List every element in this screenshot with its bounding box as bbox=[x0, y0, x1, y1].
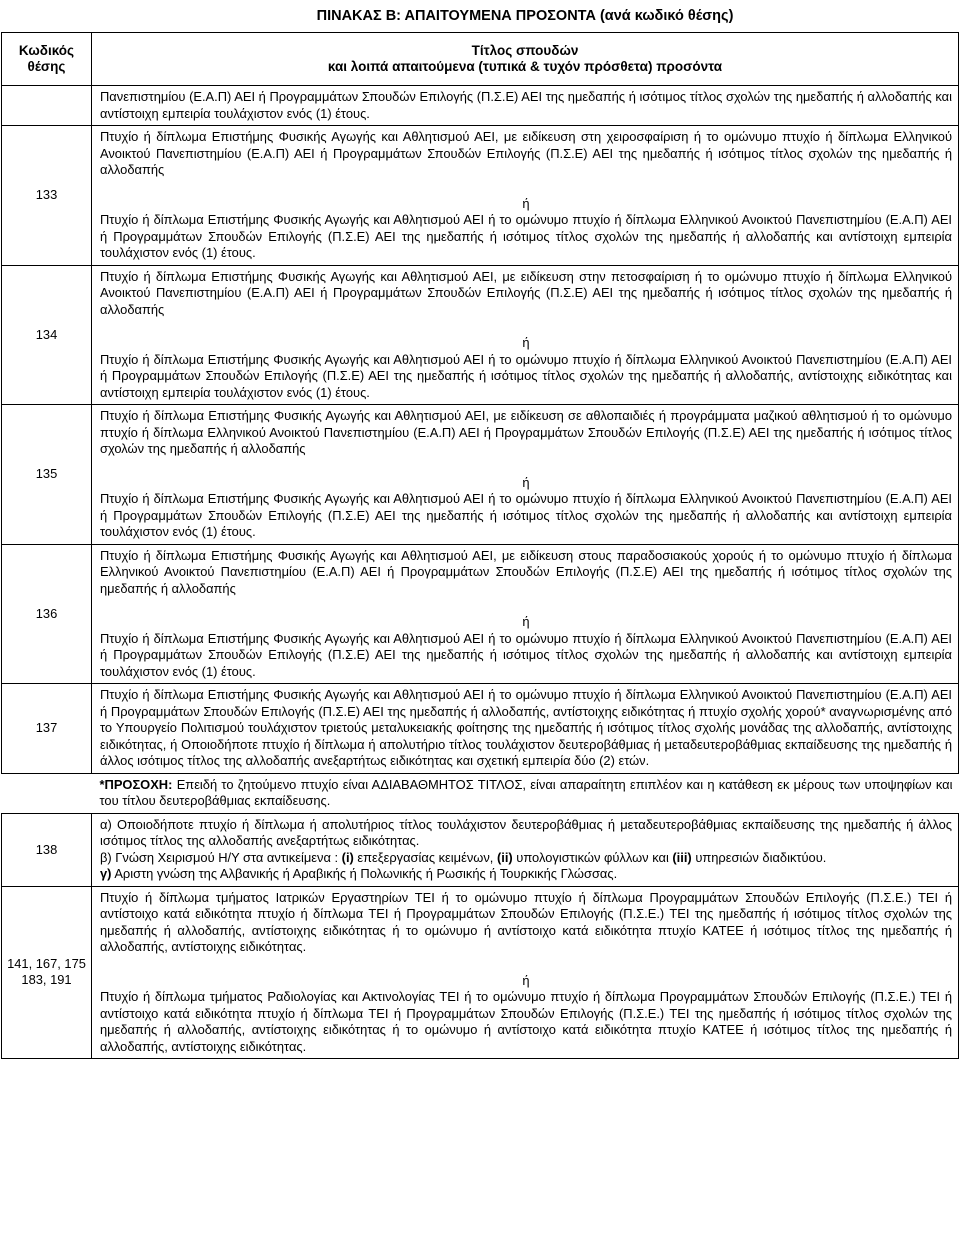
table-row bbox=[2, 405, 959, 545]
note-text: *ΠΡΟΣΟΧΗ: Επειδή το ζητούμενο πτυχίο είναι ΑΔΙΑΒΑΘΜΗΤΟΣ ΤΙΤΛΟΣ, είναι απαραίτητη επιπλέον και η κατάθεση εκ μέρους των υποψηφίων και του τίτλου δευτεροβάθμιας εκπαίδευσης. bbox=[99, 776, 953, 808]
or-separator: ή bbox=[522, 614, 530, 629]
or-separator: ή bbox=[522, 972, 530, 988]
table-title: ΠΙΝΑΚΑΣ Β: ΑΠΑΙΤΟΥΜΕΝΑ ΠΡΟΣΟΝΤΑ (ανά κωδικό θέσης) bbox=[316, 7, 734, 24]
row-code: 135 bbox=[2, 405, 92, 545]
header-code: Κωδικός θέσης bbox=[2, 33, 92, 86]
row-text: Πτυχίο ή δίπλωμα Επιστήμης Φυσικής Αγωγής και Αθλητισμού ΑΕΙ, με ειδίκευση στους παραδοσιακούς χορούς ή το ομώνυμο πτυχίο ή δίπλωμα Ελληνικού Ανοικτού Πανεπιστημίου (Ε.Α.Π) ΑΕΙ ή Προγραμμάτων Σπουδών Επιλογής (Π.Σ.Ε) ΑΕΙ της ημεδαπής ή ισότιμος τίτλος σχολών της ημεδαπής ή αλλοδαπής ή Πτυχίο ή δίπλωμα Επιστήμης Φυσικής Αγωγής και Αθλητισμού ΑΕΙ ή το ομώνυμο πτυχίο ή δίπλωμα Ελληνικού Ανοικτού Πανεπιστημίου (Ε.Α.Π) ΑΕΙ ή Προγραμμάτων Σπουδών Επιλογής (Π.Σ.Ε) ΑΕΙ της ημεδαπής ή ισότιμος τίτλος σχολών της ημεδαπής ή αλλοδαπής και αντίστοιχη εμπειρία τουλάχιστον ενός (1) έτους. bbox=[92, 544, 959, 684]
note-spacer bbox=[2, 773, 92, 813]
note-row bbox=[2, 773, 959, 813]
table-row bbox=[2, 813, 959, 886]
or-separator: ή bbox=[522, 195, 530, 211]
row-code: 137 bbox=[2, 684, 92, 774]
row-text: Πτυχίο ή δίπλωμα Επιστήμης Φυσικής Αγωγής και Αθλητισμού ΑΕΙ, με ειδίκευση σε αθλοπαιδιές ή προγράμματα μαζικού αθλητισμού ή το ομώνυμο πτυχίο ή δίπλωμα Ελληνικού Ανοικτού Πανεπιστημίου (Ε.Α.Π) ΑΕΙ ή Προγραμμάτων Σπουδών Επιλογής (Π.Σ.Ε) ΑΕΙ της ημεδαπής ή ισότιμος τίτλος σχολών της ημεδαπής ή αλλοδαπής ή Πτυχίο ή δίπλωμα Επιστήμης Φυσικής Αγωγής και Αθλητισμού ΑΕΙ ή το ομώνυμο πτυχίο ή δίπλωμα Ελληνικού Ανοικτού Πανεπιστημίου (Ε.Α.Π) ΑΕΙ ή Προγραμμάτων Σπουδών Επιλογής (Π.Σ.Ε) ΑΕΙ της ημεδαπής ή ισότιμος τίτλος σχολών της ημεδαπής ή αλλοδαπής και αντίστοιχη εμπειρία τουλάχιστον ενός (1) έτους. bbox=[92, 405, 959, 545]
row-code-empty bbox=[2, 86, 92, 126]
row-code: 133 bbox=[2, 126, 92, 266]
header-title: Τίτλος σπουδών και λοιπά απαιτούμενα (τυπικά & τυχόν πρόσθετα) προσόντα bbox=[92, 33, 959, 86]
title-spacer bbox=[2, 0, 92, 33]
table-row bbox=[2, 684, 959, 774]
row-code: 136 bbox=[2, 544, 92, 684]
or-separator: ή bbox=[522, 474, 530, 490]
table-row bbox=[2, 126, 959, 266]
table-row bbox=[2, 886, 959, 1059]
row-text: Πτυχίο ή δίπλωμα Επιστήμης Φυσικής Αγωγής και Αθλητισμού ΑΕΙ, με ειδίκευση στη χειροσφαίριση ή το ομώνυμο πτυχίο ή δίπλωμα Ελληνικού Ανοικτού Πανεπιστημίου (Ε.Α.Π) ΑΕΙ ή Προγραμμάτων Σπουδών Επιλογής (Π.Σ.Ε) ΑΕΙ της ημεδαπής ή ισότιμος τίτλος σχολών της ημεδαπής ή αλλοδαπής ή Πτυχίο ή δίπλωμα Επιστήμης Φυσικής Αγωγής και Αθλητισμού ΑΕΙ ή το ομώνυμο πτυχίο ή δίπλωμα Ελληνικού Ανοικτού Πανεπιστημίου (Ε.Α.Π) ΑΕΙ ή Προγραμμάτων Σπουδών Επιλογής (Π.Σ.Ε) ΑΕΙ της ημεδαπής ή ισότιμος τίτλος σχολών της ημεδαπής ή αλλοδαπής και αντίστοιχη εμπειρία τουλάχιστον ενός (1) έτους. bbox=[92, 126, 959, 266]
or-separator: ή bbox=[522, 335, 530, 350]
row-code: 141, 167, 175 183, 191 bbox=[2, 886, 92, 1059]
requirements-table bbox=[1, 0, 959, 1059]
row-text: Πτυχίο ή δίπλωμα Επιστήμης Φυσικής Αγωγής και Αθλητισμού ΑΕΙ, με ειδίκευση στην πετοσφαίριση ή το ομώνυμο πτυχίο ή δίπλωμα Ελληνικού Ανοικτού Πανεπιστημίου (Ε.Α.Π) ΑΕΙ ή Προγραμμάτων Σπουδών Επιλογής (Π.Σ.Ε) ΑΕΙ της ημεδαπής ή ισότιμος τίτλος σχολών της ημεδαπής ή αλλοδαπής ή Πτυχίο ή δίπλωμα Επιστήμης Φυσικής Αγωγής και Αθλητισμού ΑΕΙ ή το ομώνυμο πτυχίο ή δίπλωμα Ελληνικού Ανοικτού Πανεπιστημίου (Ε.Α.Π) ΑΕΙ ή Προγραμμάτων Σπουδών Επιλογής (Π.Σ.Ε) ΑΕΙ της ημεδαπής ή ισότιμος τίτλος σχολών της ημεδαπής ή αλλοδαπής, αντίστοιχης ειδικότητας και αντίστοιχη εμπειρία τουλάχιστον ενός (1) έτους. bbox=[92, 265, 959, 405]
table-row bbox=[2, 265, 959, 405]
table-row bbox=[2, 86, 959, 126]
row-code: 138 bbox=[2, 813, 92, 886]
row-text: Πανεπιστημίου (Ε.Α.Π) ΑΕΙ ή Προγραμμάτων Σπουδών Επιλογής (Π.Σ.Ε) ΑΕΙ της ημεδαπής ή ισότιμος τίτλος σχολών της ημεδαπής ή αλλοδαπής και αντίστοιχη εμπειρία τουλάχιστον ενός (1) έτους. bbox=[92, 86, 959, 126]
row-text: α) Οποιοδήποτε πτυχίο ή δίπλωμα ή απολυτήριος τίτλος τουλάχιστον δευτεροβάθμιας ή μεταδευτεροβάθμιας εκπαίδευσης της ημεδαπής ή άλλος ισότιμος τίτλος της αλλοδαπής ανεξαρτήτως ειδικότητας. β) Γνώση Χειρισμού Η/Υ στα αντικείμενα : (i) επεξεργασίας κειμένων, (ii) υπολογιστικών φύλλων και (iii) υπηρεσιών διαδικτύου. γ) Αριστη γνώση της Αλβανικής ή Αραβικής ή Πολωνικής ή Ρωσικής ή Τουρκικής Γλώσσας. bbox=[92, 813, 959, 886]
row-text: Πτυχίο ή δίπλωμα Επιστήμης Φυσικής Αγωγής και Αθλητισμού ΑΕΙ ή το ομώνυμο πτυχίο ή δίπλωμα Ελληνικού Ανοικτού Πανεπιστημίου (Ε.Α.Π) ΑΕΙ ή Προγραμμάτων Σπουδών Επιλογής (Π.Σ.Ε) ΑΕΙ της ημεδαπής ή αλλοδαπής, αντίστοιχης ειδικότητας ή πτυχίο σχολής χορού* αναγνωρισμένης από το Υπουργείο Πολιτισμού τουλάχιστον τριετούς μεταλυκειακής φοίτησης της ημεδαπής ή ισότιμος τίτλος σχολής μονάδας της αλλοδαπής, αντίστοιχης ειδικότητας, ή Οποιοδήποτε πτυχίο ή δίπλωμα ή απολυτήριο τίτλος τουλάχιστον δευτεροβάθμιας ή μεταδευτεροβάθμιας εκπαίδευσης της ημεδαπής ή άλλος ισότιμος τίτλος της αλλοδαπής ανεξαρτήτως ειδικότητας και σχετική εμπειρία δύο (2) ετών. bbox=[92, 684, 959, 774]
row-code: 134 bbox=[2, 265, 92, 405]
row-text: Πτυχίο ή δίπλωμα τμήματος Ιατρικών Εργαστηρίων ΤΕΙ ή το ομώνυμο πτυχίο ή δίπλωμα Προγραμμάτων Σπουδών Επιλογής (Π.Σ.Ε.) ΤΕΙ ή αντίστοιχο κατά ειδικότητα πτυχίο ή δίπλωμα ΤΕΙ ή Προγραμμάτων Σπουδών Επιλογής (Π.Σ.Ε.) ΤΕΙ της ημεδαπής ή ισότιμος τίτλος σχολών της ημεδαπής ή αλλοδαπής, αντίστοιχης ειδικότητας ή το ομώνυμο ή αντίστοιχο κατά ειδικότητα πτυχίο ΚΑΤΕΕ ή ισότιμος τίτλος της ημεδαπής ή αλλοδαπής, αντίστοιχης ειδικότητας. ή Πτυχίο ή δίπλωμα τμήματος Ραδιολογίας και Ακτινολογίας ΤΕΙ ή το ομώνυμο πτυχίο ή δίπλωμα Προγραμμάτων Σπουδών Επιλογής (Π.Σ.Ε.) ΤΕΙ ή αντίστοιχο κατά ειδικότητα πτυχίο ή δίπλωμα ΤΕΙ ή Προγραμμάτων Σπουδών Επιλογής (Π.Σ.Ε.) ΤΕΙ της ημεδαπής ή ισότιμος τίτλος σχολών της ημεδαπής ή αλλοδαπής, αντίστοιχης ειδικότητας ή το ομώνυμο ή αντίστοιχο κατά ειδικότητα πτυχίο ΚΑΤΕΕ ή ισότιμος τίτλος της ημεδαπής ή αλλοδαπής, αντίστοιχης ειδικότητας. bbox=[92, 886, 959, 1059]
table-row bbox=[2, 544, 959, 684]
